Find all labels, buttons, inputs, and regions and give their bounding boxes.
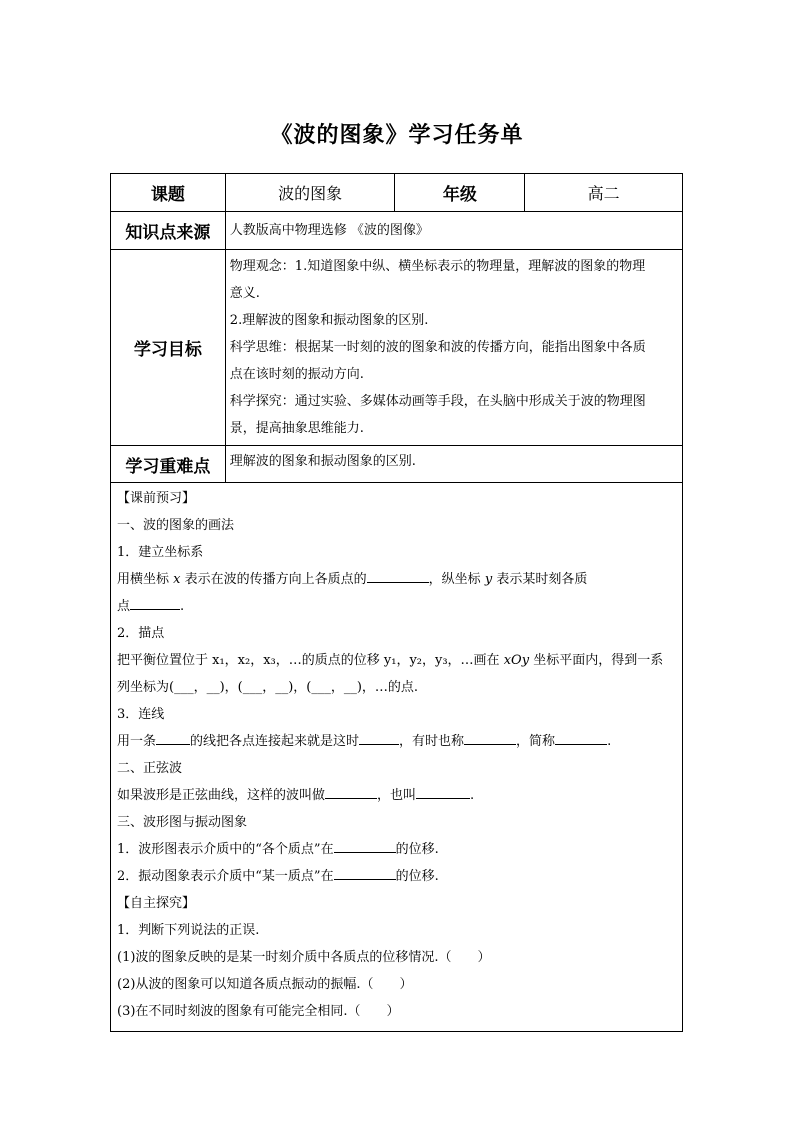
source-row — [111, 212, 683, 250]
difficulty-label: 学习重难点 — [111, 446, 226, 483]
page-title: 《波的图象》学习任务单 — [270, 123, 524, 148]
fill-blank[interactable] — [416, 784, 470, 799]
fill-blank[interactable] — [334, 865, 396, 880]
section-1-3-heading: 3．连线 — [117, 707, 165, 722]
fill-blank[interactable] — [325, 784, 377, 799]
goal-line: 科学思维：根据某一时刻的波的图象和波的传播方向，能指出图象中各质 — [229, 340, 646, 355]
grade-value: 高二 — [525, 174, 683, 212]
goal-line: 意义. — [229, 286, 260, 301]
section-1-1-text: 用横坐标 x 表示在波的传播方向上各质点的 ，纵坐标 y 表示某时刻各质 — [117, 566, 676, 593]
goal-line: 物理观念：1.知道图象中纵、横坐标表示的物理量，理解波的图象的物理 — [229, 259, 646, 274]
section-1-2-text: 把平衡位置位于 x₁，x₂，x₃，…的质点的位移 y₁，y₂，y₃，…画在 xOy 坐标平面内，得到一系 — [117, 653, 664, 668]
task-body — [111, 483, 683, 1032]
exercise-1-heading: 1．判断下列说法的正误. — [117, 923, 260, 938]
course-value: 波的图象 — [225, 174, 395, 212]
header-row — [111, 174, 683, 212]
explore-heading: 【自主探究】 — [117, 896, 196, 911]
difficulty-value: 理解波的图象和振动图象的区别. — [225, 446, 682, 483]
section-1-2-text-cont: 列坐标为(___，__)，(___，__)，(___，__)，…的点. — [117, 680, 419, 695]
section-1-heading: 一、波的图象的画法 — [117, 518, 235, 533]
source-value: 人教版高中物理选修 《波的图像》 — [225, 212, 682, 250]
section-3-heading: 三、波形图与振动图象 — [117, 815, 248, 830]
goal-line: 点在该时刻的振动方向. — [229, 367, 364, 382]
section-2-heading: 二、正弦波 — [117, 761, 183, 776]
section-1-3-text: 用一条 的线把各点连接起来就是这时 ，有时也称 ，简称 . — [117, 728, 676, 755]
fill-blank[interactable] — [359, 730, 399, 745]
goals-label: 学习目标 — [111, 250, 226, 446]
fill-blank[interactable] — [130, 595, 180, 610]
source-label: 知识点来源 — [111, 212, 226, 250]
section-2-text: 如果波形是正弦曲线，这样的波叫做 ，也叫 . — [117, 782, 676, 809]
goals-content — [225, 250, 682, 446]
exercise-1-1: (1)波的图象反映的是某一时刻介质中各质点的位移情况.（ ） — [117, 950, 491, 965]
goal-line: 2.理解波的图象和振动图象的区别. — [229, 313, 429, 328]
goal-line: 景，提高抽象思维能力. — [229, 421, 364, 436]
course-label: 课题 — [111, 174, 226, 212]
section-3-2-text: 2．振动图象表示介质中“某一质点”在 的位移. — [117, 863, 676, 890]
fill-blank[interactable] — [367, 568, 429, 583]
task-sheet-table — [110, 173, 683, 1032]
fill-blank[interactable] — [464, 730, 516, 745]
exercise-1-2: (2)从波的图象可以知道各质点振动的振幅.（ ） — [117, 977, 413, 992]
fill-blank[interactable] — [555, 730, 607, 745]
difficulty-row — [111, 446, 683, 483]
section-1-2-heading: 2．描点 — [117, 626, 165, 641]
goal-line: 科学探究：通过实验、多媒体动画等手段，在头脑中形成关于波的物理图 — [229, 394, 646, 409]
section-3-1-text: 1．波形图表示介质中的“各个质点”在 的位移. — [117, 836, 676, 863]
preview-heading: 【课前预习】 — [117, 491, 196, 506]
fill-blank[interactable] — [334, 838, 396, 853]
fill-blank[interactable] — [156, 730, 190, 745]
section-1-1-heading: 1．建立坐标系 — [117, 545, 204, 560]
section-1-1-text-cont: 点 . — [117, 593, 676, 620]
goals-row — [111, 250, 683, 446]
grade-label: 年级 — [395, 174, 525, 212]
exercise-1-3: (3)在不同时刻波的图象有可能完全相同.（ ） — [117, 1004, 400, 1019]
body-row — [111, 483, 683, 1032]
